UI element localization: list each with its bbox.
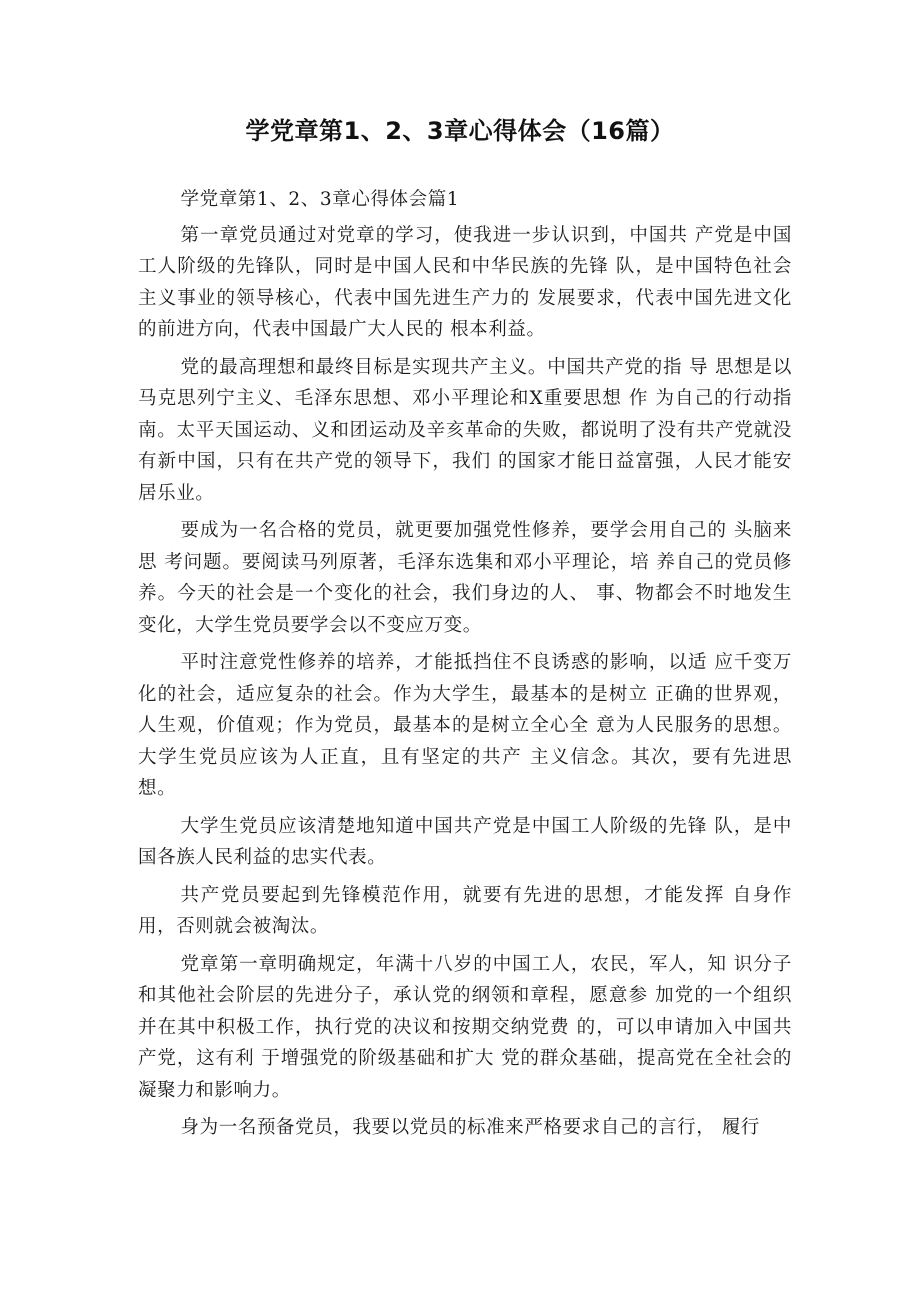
paragraph-6: 共产党员要起到先锋模范作用，就要有先进的思想，才能发挥 自身作用，否则就会被淘汰。	[138, 884, 792, 937]
paragraph-5: 大学生党员应该清楚地知道中国共产党是中国工人阶级的先锋 队，是中国各族人民利益的忠实代表。	[138, 815, 792, 868]
paragraph-7: 党章第一章明确规定，年满十八岁的中国工人，农民，军人，知 识分子和其他社会阶层的先进分子，承认党的纲领和章程，愿意参 加党的一个组织并在其中积极工作，执行党的决议和按期交纳党费 的，可以申请加入中国共产党，这有利 于增强党的阶级基础和扩大 党的群众基础，提高党在全社会的凝聚力和影响力。	[138, 953, 792, 1101]
paragraph-3: 要成为一名合格的党员，就更要加强党性修养，要学会用自己的 头脑来思 考问题。要阅读马列原著，毛泽东选集和邓小平理论，培 养自己的党员修养。今天的社会是一个变化的社会，我们身边的人、 事、物都会不时地发生变化，大学生党员要学会以不变应万变。	[138, 520, 792, 636]
paragraph-4: 平时注意党性修养的培养，才能抵挡住不良诱惑的影响，以适 应千变万化的社会，适应复杂的社会。作为大学生，最基本的是树立 正确的世界观，人生观，价值观；作为党员，最基本的是树立全心全 意为人民服务的思想。大学生党员应该为人正直，且有坚定的共产 主义信念。其次，要有先进思想。	[138, 652, 792, 799]
paragraph-1: 第一章党员通过对党章的学习，使我进一步认识到，中国共 产党是中国工人阶级的先锋队，同时是中国人民和中华民族的先锋 队，是中国特色社会主义事业的领导核心，代表中国先进生产力的 发展要求，代表中国先进文化的前进方向，代表中国最广大人民的 根本利益。	[138, 224, 792, 340]
paragraph-2: 党的最高理想和最终目标是实现共产主义。中国共产党的指 导 思想是以马克思列宁主义、毛泽东思想、邓小平理论和X重要思想 作 为自己的行动指南。太平天国运动、义和团运动及辛亥革命的失败，都说明了没有共产党就没有新中国，只有在共产党的领导下，我们 的国家才能日益富强，人民才能安居乐业。	[138, 356, 792, 504]
document-title: 学党章第1、2、3章心得体会（16篇）	[245, 117, 675, 145]
section-heading: 学党章第1、2、3章心得体会篇1	[180, 189, 460, 210]
paragraph-8: 身为一名预备党员，我要以党员的标准来严格要求自己的言行， 履行	[180, 1117, 761, 1138]
document-body	[138, 184, 792, 1150]
